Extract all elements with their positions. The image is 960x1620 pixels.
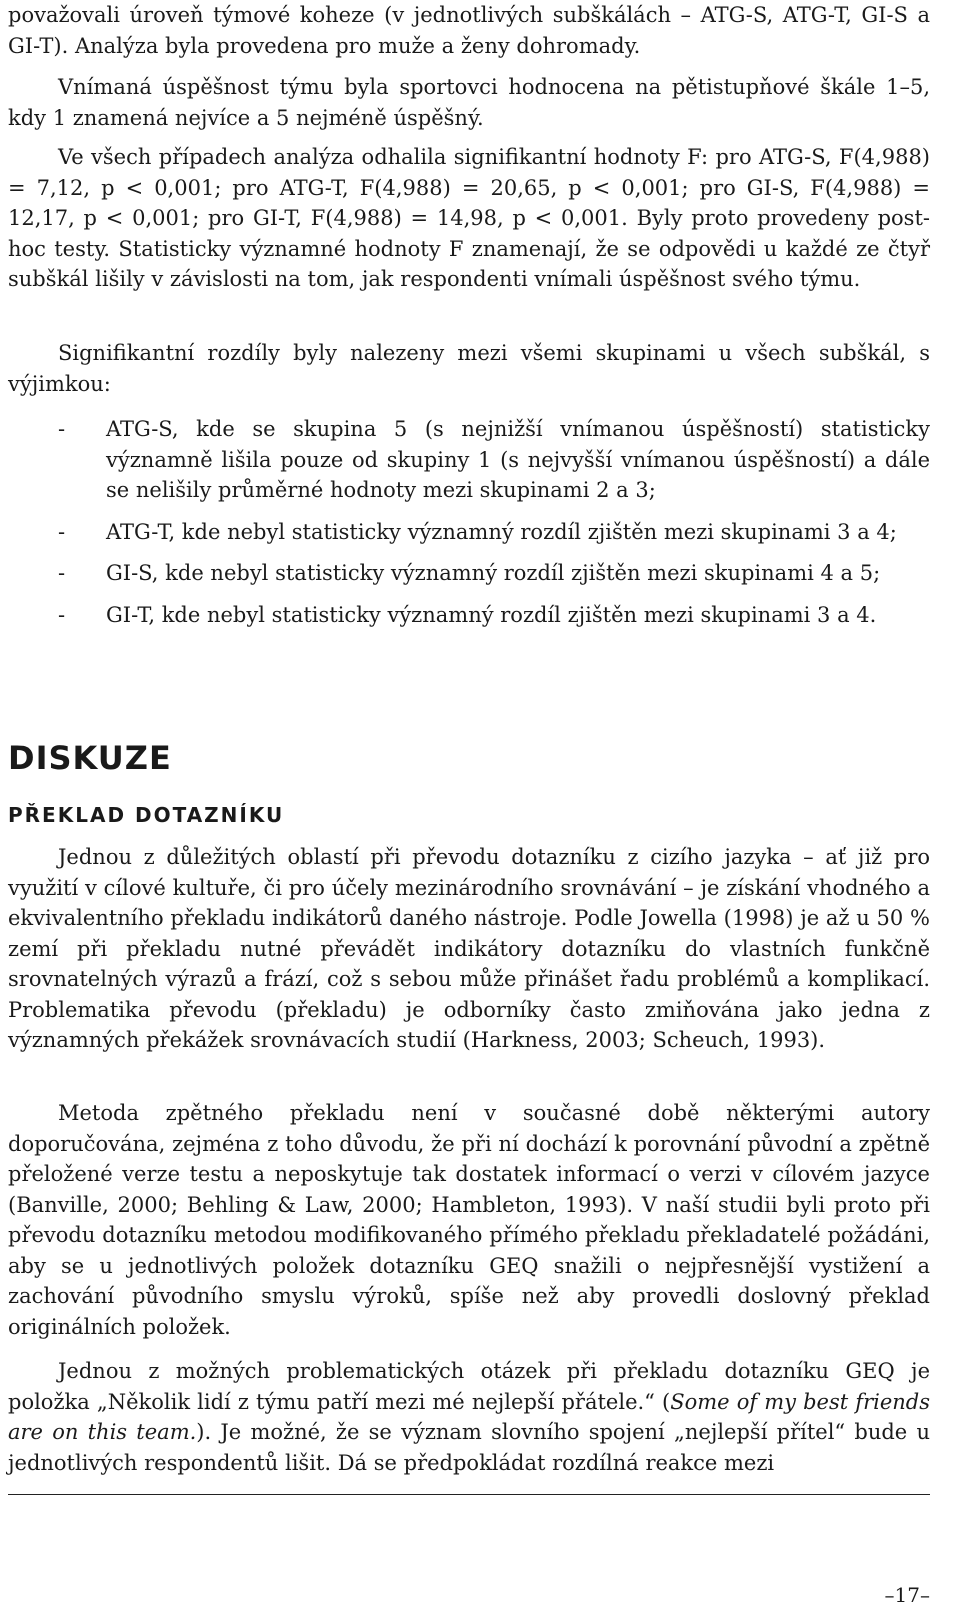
list-item-text: GI-T, kde nebyl statisticky významný rozdíl zjištěn mezi skupinami 3 a 4. [106, 602, 877, 627]
section-heading: DISKUZE [8, 739, 172, 777]
list-item-text: ATG-T, kde nebyl statisticky významný rozdíl zjištěn mezi skupinami 3 a 4; [106, 519, 897, 544]
list-item [8, 414, 930, 506]
paragraph-geq-item [8, 1356, 930, 1478]
list-item [8, 517, 930, 548]
list-dash: - [58, 561, 66, 585]
paragraph-back-translation: Metoda zpětného překladu není v současné době některými autory doporučována, zejména z toho důvodu, že při ní dochází k porovnání původní a zpětně přeložené verze testu a neposkytuje tak dostatek informací o verzi v cílovém jazyce (Banville, 2000; Behling & Law, 2000; Hambleton, 1993). V naší studii byli proto při převodu dotazníku metodou modifikovaného přímého překladu překladatelé požádáni, aby se u jednotlivých položek dotazníku GEQ snažili o nejpřesnější vystižení a zachování původního smyslu výroků, spíše než aby provedli doslovný překlad originálních položek. [8, 1101, 930, 1339]
list-dash: - [58, 602, 66, 627]
list-item-text: GI-S, kde nebyl statisticky významný rozdíl zjištěn mezi skupinami 4 a 5; [106, 561, 881, 585]
paragraph-differences: Signifikantní rozdíly byly nalezeny mezi všemi skupinami u všech subškál, s výjimkou: [8, 341, 930, 396]
list-item [8, 558, 930, 589]
list-item [8, 600, 930, 631]
paragraph-continuation: považovali úroveň týmové koheze (v jednotlivých subškálách – ATG-S, ATG-T, GI-S a GI-T). Analýza byla provedena pro muže a ženy dohromady. [8, 3, 930, 58]
paragraph-text-start: Jednou z možných problematických otázek při překladu dotazníku GEQ je položka „Několik lidí z týmu patří mezi mé nejlepší přátele.“ ( [8, 1359, 930, 1414]
page-number: –17– [884, 1583, 930, 1607]
paragraph-translation: Jednou z důležitých oblastí při převodu dotazníku z cizího jazyka – ať již pro využití v cílové kultuře, či pro účely mezinárodního srovnávání – je získání vhodného a ekvivalentního překladu indikátorů daného nástroje. Podle Jowella (1998) je až u 50 % zemí při překladu nutné převádět indikátory dotazníku do vlastních funkčně srovnatelných výrazů a frází, což s sebou může přinášet řadu problémů a komplikací. Problematika převodu (překladu) je odborníky často zmiňována jako jedna z významných překážek srovnávacích studií (Harkness, 2003; Scheuch, 1993). [8, 845, 930, 1052]
footer-divider [8, 1494, 930, 1495]
list-dash: - [58, 519, 66, 544]
list-item-text: ATG-S, kde se skupina 5 (s nejnižší vnímanou úspěšností) statisticky významně lišila pouze od skupiny 1 (s nejvyšší vnímanou úspěšností) a dále se nelišily průměrné hodnoty mezi skupinami 2 a 3; [106, 417, 930, 502]
paragraph-anova: Ve všech případech analýza odhalila signifikantní hodnoty F: pro ATG-S, F(4,988) = 7,12, p < 0,001; pro ATG-T, F(4,988) = 20,65, p < 0,001; pro GI-S, F(4,988) = 12,17, p < 0,001; pro GI-T, F(4,988) = 14,98, p < 0,001. Byly proto provedeny post-hoc testy. Statisticky významné hodnoty F znamenají, že se odpovědi u každé ze čtyř subškál lišily v závislosti na tom, jak respondenti vnímali úspěšnost svého týmu. [8, 145, 930, 291]
list-dash: - [58, 417, 66, 441]
exceptions-list [8, 414, 930, 641]
paragraph-text-end: ). Je možné, že se význam slovního spojení „nejlepší přítel“ bude u jednotlivých respondentů lišit. Dá se předpokládat rozdílná reakce mezi [8, 1420, 930, 1475]
english-item-quote: Some of my best friends are on this team. [8, 1389, 930, 1444]
paragraph-scale: Vnímaná úspěšnost týmu byla sportovci hodnocena na pětistupňové škále 1–5, kdy 1 znamená nejvíce a 5 nejméně úspěšný. [8, 75, 930, 130]
subsection-heading: PŘEKLAD DOTAZNÍKU [8, 803, 285, 827]
